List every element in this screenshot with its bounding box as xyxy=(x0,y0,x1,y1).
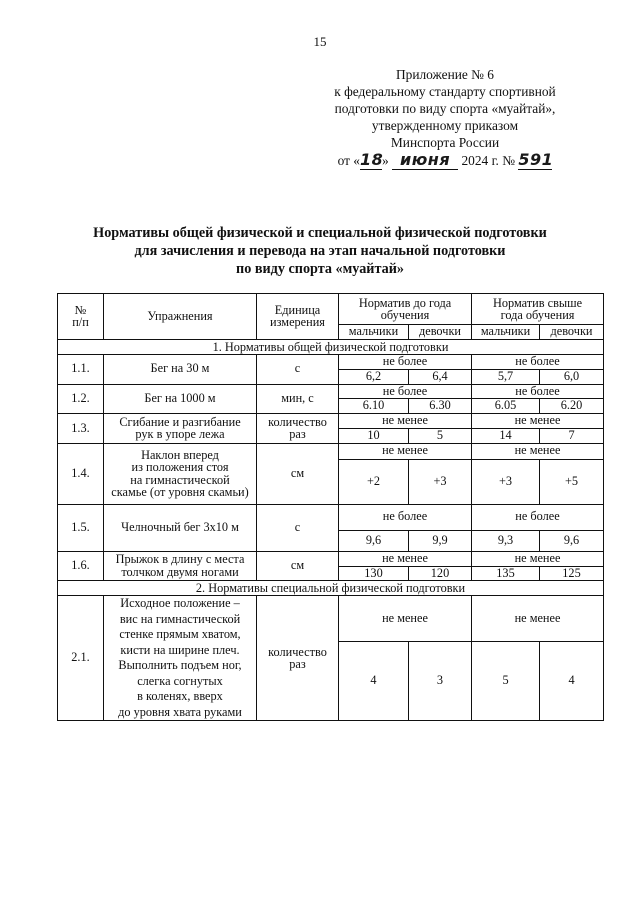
row-condition: не менее xyxy=(472,443,604,459)
exercise-line: Выполнить подъем ног, xyxy=(118,658,242,672)
cell-value: 120 xyxy=(409,566,472,581)
header-norm-line: Норматив свыше xyxy=(492,295,583,310)
annex-title: Приложение № 6 xyxy=(395,67,495,82)
header-num xyxy=(58,294,104,340)
section-row xyxy=(58,339,604,354)
cell-value: 14 xyxy=(472,429,540,444)
table-row xyxy=(58,354,604,369)
annex-line: подготовки по виду спорта «муайтай», xyxy=(334,101,556,116)
row-num: 1.6. xyxy=(58,551,104,581)
row-exercise xyxy=(104,414,257,444)
table-row xyxy=(58,414,604,429)
row-num: 2.1. xyxy=(58,596,104,721)
row-exercise xyxy=(104,596,257,721)
annex-line: к федеральному стандарту спортивной xyxy=(334,84,556,99)
row-num: 1.3. xyxy=(58,414,104,444)
header-girls: девочки xyxy=(540,325,604,340)
date-month-field xyxy=(392,151,458,170)
annex-line: Минспорта России xyxy=(390,135,500,150)
cell-value: +3 xyxy=(409,459,472,504)
row-condition: не менее xyxy=(339,414,472,429)
document-heading xyxy=(0,224,640,278)
row-condition: не более xyxy=(339,384,472,399)
row-num: 1.4. xyxy=(58,443,104,504)
row-condition: не более xyxy=(472,384,604,399)
order-number-field xyxy=(518,151,552,170)
section-title: 2. Нормативы специальной физической подготовки xyxy=(58,581,604,596)
header-num-line: п/п xyxy=(72,315,89,330)
row-unit: см xyxy=(257,551,339,581)
cell-value: 7 xyxy=(540,429,604,444)
header-boys: мальчики xyxy=(472,325,540,340)
cell-value: +2 xyxy=(339,459,409,504)
exercise-line: в коленях, вверх xyxy=(137,689,223,703)
row-exercise: Челночный бег 3х10 м xyxy=(104,504,257,551)
table-header-row xyxy=(58,294,604,325)
cell-value: 6,2 xyxy=(339,369,409,384)
date-day: 18 xyxy=(360,150,384,169)
header-boys: мальчики xyxy=(339,325,409,340)
cell-value: 130 xyxy=(339,566,409,581)
cell-value: 4 xyxy=(540,642,604,721)
row-exercise: Бег на 1000 м xyxy=(104,384,257,414)
exercise-line: Прыжок в длину с места xyxy=(115,552,245,567)
heading-line: по виду спорта «муайтай» xyxy=(236,261,404,277)
exercise-line: кисти на ширине плеч. xyxy=(120,642,240,657)
exercise-line: скамье (от уровня скамьи) xyxy=(111,485,249,499)
row-unit: см xyxy=(257,443,339,504)
exercise-line: толчком двумя ногами xyxy=(121,564,239,579)
row-condition: не менее xyxy=(339,443,472,459)
table-row xyxy=(58,504,604,530)
table-row xyxy=(58,551,604,566)
cell-value: 6,4 xyxy=(409,369,472,384)
exercise-line: слегка согнутых xyxy=(137,673,223,688)
unit-line: раз xyxy=(289,427,306,442)
row-unit: с xyxy=(257,354,339,384)
cell-value: 4 xyxy=(339,642,409,721)
heading-line: для зачисления и перевода на этап начальной подготовки xyxy=(134,243,506,259)
page-number: 15 xyxy=(313,34,327,49)
exercise-line: вис на гимнастической xyxy=(119,611,241,626)
row-condition: не менее xyxy=(339,596,472,642)
header-norm-line: Норматив до года xyxy=(358,295,452,310)
cell-value: 9,3 xyxy=(472,530,540,551)
header-exercise: Упражнения xyxy=(104,294,257,340)
exercise-line: рук в упоре лежа xyxy=(135,427,225,442)
annex-line: утвержденному приказом xyxy=(371,118,519,133)
row-num: 1.2. xyxy=(58,384,104,414)
row-condition: не менее xyxy=(472,596,604,642)
row-condition: не более xyxy=(339,354,472,369)
exercise-line: из положения стоя xyxy=(131,460,229,474)
header-girls: девочки xyxy=(409,325,472,340)
exercise-line: на гимнастической xyxy=(130,472,230,487)
exercise-line: Сгибание и разгибание xyxy=(119,414,241,429)
row-exercise xyxy=(104,551,257,581)
cell-value: 135 xyxy=(472,566,540,581)
table-row xyxy=(58,384,604,399)
header-num-line: № xyxy=(74,302,87,317)
exercise-line: до уровня хвата руками xyxy=(118,704,242,719)
header-norm-over xyxy=(472,294,604,325)
cell-value: 9,6 xyxy=(540,530,604,551)
row-num: 1.1. xyxy=(58,354,104,384)
section-row xyxy=(58,581,604,596)
row-condition: не менее xyxy=(472,551,604,566)
exercise-line: Наклон вперед xyxy=(141,447,219,462)
cell-value: 9,9 xyxy=(409,530,472,551)
unit-line: раз xyxy=(289,657,306,671)
row-condition: не менее xyxy=(339,551,472,566)
heading-line: Нормативы общей физической и специальной физической подготовки xyxy=(93,225,547,241)
table-row xyxy=(58,443,604,459)
date-day-field xyxy=(360,151,382,170)
cell-value: 6.05 xyxy=(472,399,540,414)
standards-table xyxy=(57,293,604,721)
header-norm-line: года обучения xyxy=(500,308,575,322)
cell-value: 3 xyxy=(409,642,472,721)
table-row xyxy=(58,596,604,642)
annex-block xyxy=(280,66,610,170)
section-title: 1. Нормативы общей физической подготовки xyxy=(58,339,604,354)
row-unit: мин, с xyxy=(257,384,339,414)
order-number: 591 xyxy=(518,150,554,169)
unit-line: количество xyxy=(268,644,327,659)
row-condition: не более xyxy=(339,504,472,530)
row-num: 1.5. xyxy=(58,504,104,551)
header-unit-line: измерения xyxy=(270,315,325,330)
header-norm-first xyxy=(339,294,472,325)
cell-value: 6.30 xyxy=(409,399,472,414)
row-condition: не более xyxy=(472,504,604,530)
row-unit xyxy=(257,414,339,444)
cell-value: 5 xyxy=(472,642,540,721)
header-unit xyxy=(257,294,339,340)
date-year: 2024 г. № xyxy=(461,153,516,168)
cell-value: +5 xyxy=(540,459,604,504)
row-unit: с xyxy=(257,504,339,551)
header-unit-line: Единица xyxy=(274,302,321,317)
cell-value: +3 xyxy=(472,459,540,504)
annex-date-line xyxy=(280,151,610,170)
date-mid: » xyxy=(382,153,389,168)
cell-value: 6.20 xyxy=(540,399,604,414)
row-unit xyxy=(257,596,339,721)
header-norm-line: обучения xyxy=(380,308,430,322)
cell-value: 6.10 xyxy=(339,399,409,414)
cell-value: 6,0 xyxy=(540,369,604,384)
row-exercise xyxy=(104,443,257,504)
exercise-line: стенке прямым хватом, xyxy=(119,627,241,641)
row-condition: не менее xyxy=(472,414,604,429)
cell-value: 5,7 xyxy=(472,369,540,384)
cell-value: 5 xyxy=(409,429,472,444)
cell-value: 9,6 xyxy=(339,530,409,551)
row-condition: не более xyxy=(472,354,604,369)
exercise-line: Исходное положение – xyxy=(120,596,240,610)
row-exercise: Бег на 30 м xyxy=(104,354,257,384)
unit-line: количество xyxy=(268,414,327,429)
cell-value: 10 xyxy=(339,429,409,444)
date-prefix: от « xyxy=(337,153,361,168)
cell-value: 125 xyxy=(540,566,604,581)
date-month: июня xyxy=(400,150,451,169)
